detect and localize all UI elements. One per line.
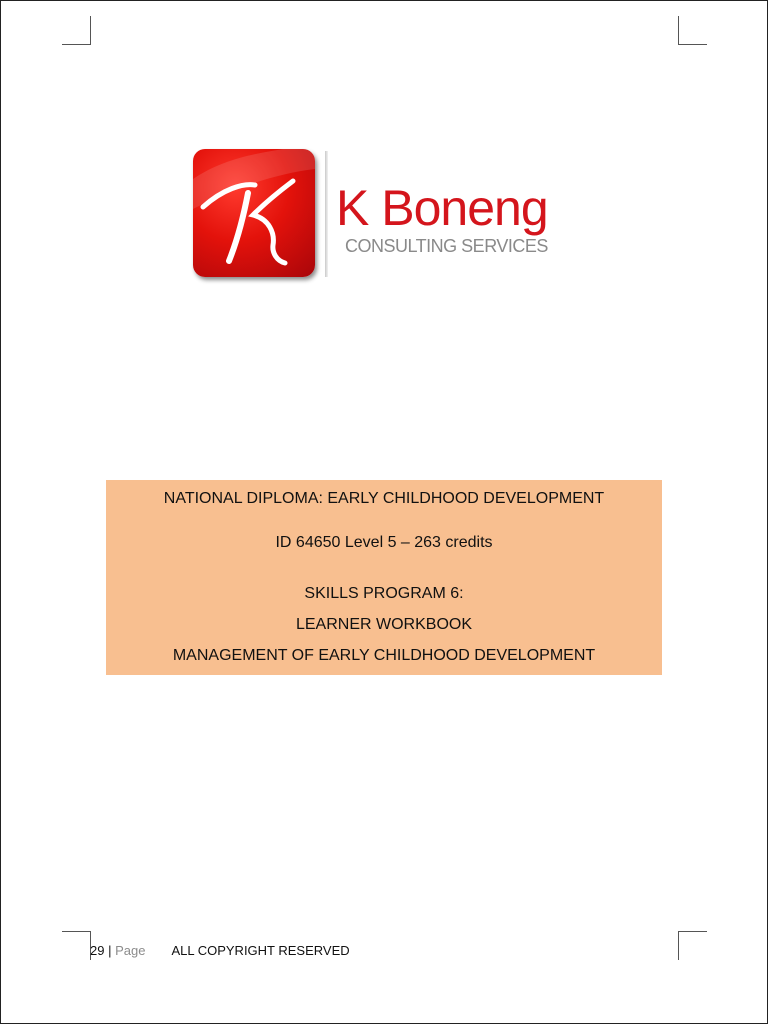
title-line-module: MANAGEMENT OF EARLY CHILDHOOD DEVELOPMENT [172, 647, 596, 664]
crop-mark-top-left [62, 16, 91, 45]
copyright-notice: ALL COPYRIGHT RESERVED [171, 943, 350, 958]
page-separator: | [104, 943, 116, 958]
title-line-id-credits: ID 64650 Level 5 – 263 credits [275, 534, 493, 551]
title-line-skills-program: SKILLS PROGRAM 6: [304, 585, 464, 602]
title-line-workbook: LEARNER WORKBOOK [295, 616, 473, 633]
page-number: 29 [90, 943, 105, 958]
crop-mark-bottom-left [62, 931, 91, 960]
logo-name: K Boneng [336, 180, 548, 236]
page-label: Page [115, 943, 146, 958]
k-script-monogram-icon [193, 149, 315, 277]
logo-divider [325, 151, 328, 277]
title-box [106, 480, 662, 675]
page-footer [90, 942, 350, 960]
crop-mark-top-right [678, 16, 707, 45]
company-logo [190, 147, 600, 281]
title-line-qualification: NATIONAL DIPLOMA: EARLY CHILDHOOD DEVELOPMENT [163, 490, 605, 507]
crop-mark-bottom-right [678, 931, 707, 960]
logo-tagline: CONSULTING SERVICES [345, 236, 548, 256]
